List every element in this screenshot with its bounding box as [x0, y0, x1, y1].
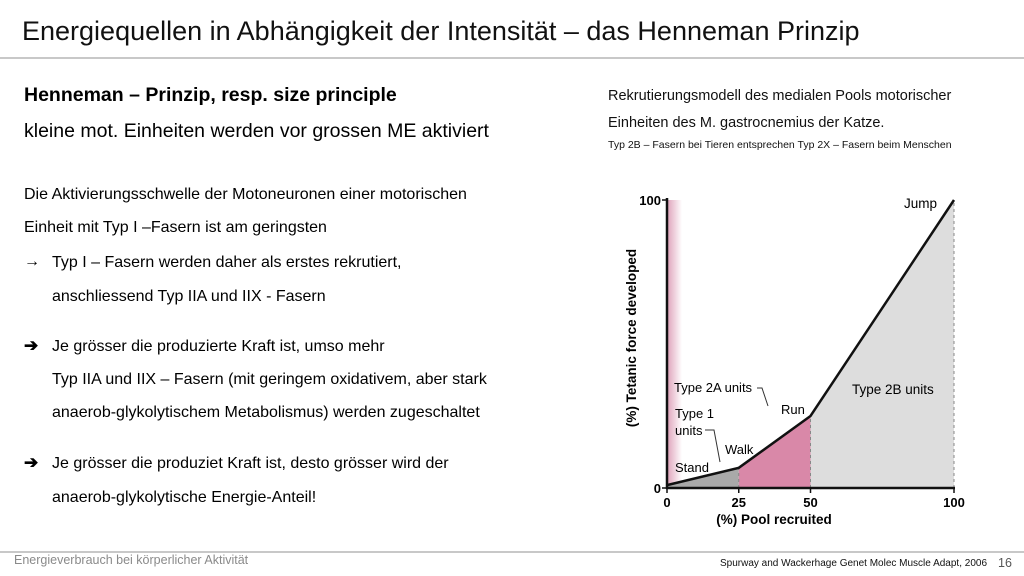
walk-label: Walk [725, 442, 754, 457]
bullet-line: Je grösser die produziet Kraft ist, desto grösser wird der [52, 455, 449, 472]
bullet-line: anaerob-glykolytische Energie-Anteil! [52, 489, 317, 506]
x-tick-label: 50 [803, 495, 818, 510]
figure-caption-line: Rekrutierungsmodell des medialen Pools motorischer [608, 88, 952, 104]
x-tick-label: 25 [731, 495, 746, 510]
bullet-line: anaerob-glykolytischem Metabolismus) werden zugeschaltet [52, 404, 480, 421]
bullet-line: Typ I – Fasern werden daher als erstes rekrutiert, [52, 254, 402, 271]
type2b-label: Type 2B units [852, 382, 934, 397]
stand-label: Stand [675, 460, 709, 475]
recruitment-chart [620, 186, 980, 534]
axis-shading [666, 200, 682, 488]
type2a-leader [757, 388, 768, 406]
x-tick-label: 0 [663, 495, 671, 510]
x-tick-label: 100 [943, 495, 965, 510]
figure-citation: Spurway and Wackerhage Genet Molec Muscle Adapt, 2006 [720, 558, 988, 569]
bold-arrow-right-icon: ➔ [24, 453, 39, 472]
x-axis-label: (%) Pool recruited [716, 512, 832, 527]
bullet-line: anschliessend Typ IIA und IIX - Fasern [52, 288, 326, 305]
page-number: 16 [998, 556, 1012, 570]
bullet-line: Je grösser die produzierte Kraft ist, umso mehr [52, 338, 385, 355]
paragraph-line: Die Aktivierungsschwelle der Motoneuronen einer motorischen [24, 186, 467, 203]
figure-note: Typ 2B – Fasern bei Tieren entsprechen Typ 2X – Fasern beim Menschen [608, 139, 952, 151]
paragraph-line: Einheit mit Typ I –Fasern ist am geringsten [24, 219, 327, 236]
section-subline: kleine mot. Einheiten werden vor grossen ME aktiviert [24, 120, 489, 142]
type2a-label: Type 2A units [674, 380, 753, 395]
type1-label: Type 1 [675, 406, 715, 421]
region-type-2b-units [811, 200, 955, 488]
run-label: Run [781, 402, 805, 417]
y-tick-label: 100 [639, 193, 661, 208]
footer-course-title: Energieverbrauch bei körperlicher Aktivität [14, 553, 249, 567]
bullet-line: Typ IIA und IIX – Fasern (mit geringem oxidativem, aber stark [52, 371, 487, 388]
type1-leader [705, 430, 720, 462]
figure-caption-line: Einheiten des M. gastrocnemius der Katze. [608, 115, 885, 131]
arrow-right-icon: → [24, 253, 40, 270]
slide-title: Energiequellen in Abhängigkeit der Intensität – das Henneman Prinzip [22, 16, 860, 46]
y-axis-label: (%) Tetanic force developed [624, 248, 639, 428]
section-heading: Henneman – Prinzip, resp. size principle [24, 84, 397, 106]
jump-label: Jump [904, 196, 938, 211]
y-tick-label: 0 [653, 481, 661, 496]
type1-units-label: units [675, 423, 703, 438]
bold-arrow-right-icon: ➔ [24, 336, 39, 355]
title-divider [0, 57, 1024, 59]
